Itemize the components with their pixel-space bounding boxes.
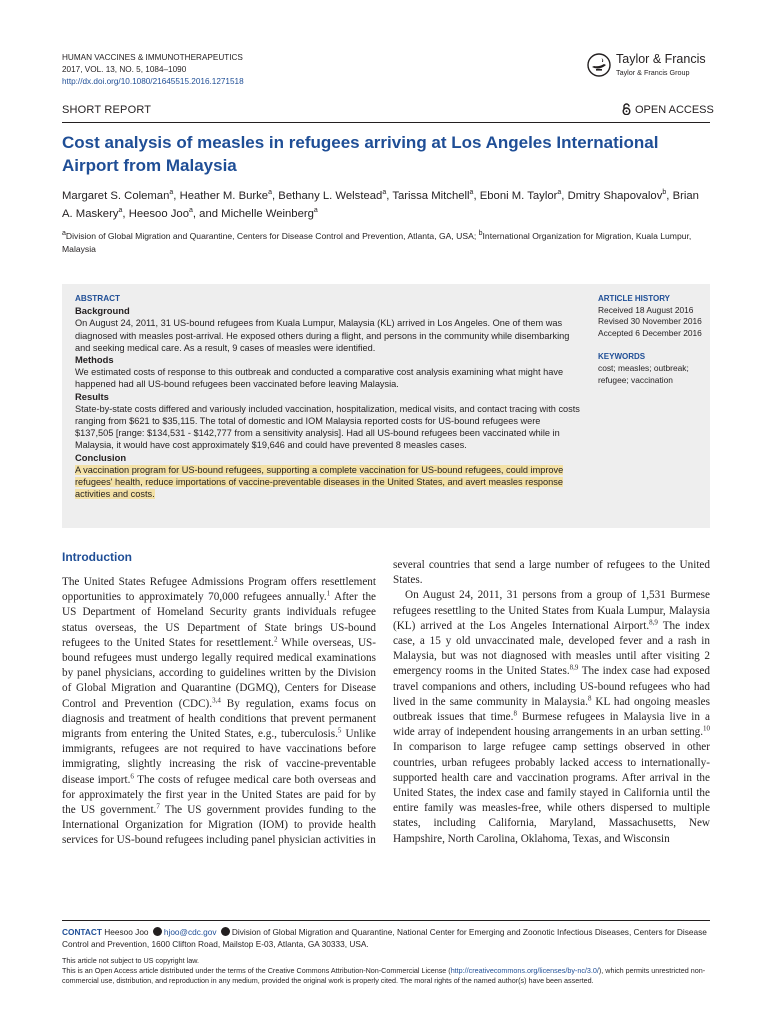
article-title: Cost analysis of measles in refugees arriving at Los Angeles International Airport from Malaysia	[62, 133, 659, 175]
abstract-conclusion-highlighted: A vaccination program for US-bound refugees, supporting a complete vaccination for US-bound refugees, could improve refugees' health, reduce importations of vaccine-preventable diseases in the United States, and avert measles response activities and costs.	[75, 464, 564, 500]
journal-volume: 2017, VOL. 13, NO. 5, 1084–1090	[62, 65, 187, 74]
contact-name: Heesoo Joo	[104, 927, 149, 937]
body-text: While overseas, US-bound refugees must undergo legally required medical examinations by panel physicians, according to guidelines written by the Division of Global Migration and Quarantine (DGMQ), Centers for Disease Control and Prevention (CDC).	[62, 636, 376, 710]
author: Heather M. Burke	[179, 190, 269, 202]
license-link[interactable]: http://creativecommons.org/licenses/by-nc/3.0/	[450, 966, 599, 976]
citation: 8	[587, 694, 592, 703]
authors-and: and	[199, 208, 219, 220]
citation: 6	[130, 771, 134, 780]
journal-name: HUMAN VACCINES & IMMUNOTHERAPEUTICS	[62, 53, 243, 62]
author-affiliation-mark: b	[662, 189, 667, 197]
open-lock-icon	[622, 103, 631, 115]
citation: 8,9	[569, 663, 579, 672]
license-text: ), which permits unrestricted non-commercial use, distribution, and reproduction in any medium, provided the original work is properly cited. The moral rights of the named author(s) have been asserted.	[62, 966, 706, 986]
abstract-results: State-by-state costs differed and variously included vaccination, hospitalization, medical visits, and contact tracing with costs ranging from $621 to $35,115. The total of domestic and IOM Malaysia reported costs for US-bound refugees were $137,505 [range: $134,531 - $142,777 from a sensitivity analysis]. Had all US-bound refugees been vaccinated while in Malaysia, it would have cost approximately $19,646 and could have prevented 8 measles cases.	[75, 403, 580, 451]
journal-doi-link[interactable]: http://dx.doi.org/10.1080/21645515.2016.1271518	[62, 77, 244, 86]
author: Heesoo Joo	[128, 208, 189, 220]
contact-address: Division of Global Migration and Quarantine, National Center for Emerging and Zoonotic Infectious Diseases, Centers for Disease Control and Prevention, 1600 Clifton Road, Mailstop E-03, Atlanta, GA 30333, USA.	[62, 927, 707, 949]
citation: 8,9	[649, 618, 658, 627]
body-text: The United States Refugee Admissions Program offers resettlement opportunities to approximately 70,000 refugees annually.	[62, 576, 376, 604]
journal-info	[62, 52, 244, 88]
author-affiliation-mark: a	[188, 207, 193, 215]
affiliation-text: International Organization for Migration, Kuala Lumpur, Malaysia	[62, 231, 692, 254]
citation: 7	[156, 802, 160, 811]
body-text: The costs of refugee medical care both overseas and for approximately the first year in the United States are paid for by the US government.	[62, 773, 376, 817]
affiliation-text: Division of Global Migration and Quarantine, Centers for Disease Control and Prevention, Atlanta, GA, USA;	[65, 231, 477, 241]
author-affiliation-mark: a	[469, 189, 474, 197]
author-affiliation-mark: a	[169, 189, 174, 197]
contact-label: CONTACT	[62, 927, 102, 937]
article-history-heading: ARTICLE HISTORY	[598, 294, 671, 303]
abstract-background-heading: Background	[75, 305, 130, 317]
author: Margaret S. Coleman	[62, 190, 170, 202]
publisher-logo	[587, 52, 717, 84]
body-text: After the US Department of Homeland Security grants individuals refugee status overseas, the US Department of State brings US-bound refugees to the United States for resettlement.	[62, 591, 377, 649]
body-text: The US government provides funding to the International Organization for Migration (IOM) to provide health services for US-bound refugees including panel physician activities in	[62, 804, 376, 847]
abstract-methods: We estimated costs of response to this outbreak and conducted a comparative cost analysis examining what might have happened had all US-bound refugees been vaccinated before leaving Malaysia.	[75, 367, 564, 390]
open-access-badge	[622, 103, 714, 116]
citation: 8	[513, 709, 517, 718]
body-paragraph: several countries that send a large number of refugees to the United States.	[393, 559, 710, 587]
body-text: Burmese refugees in Malaysia live in a wide array of independent housing arrangements in an urban setting.	[393, 711, 710, 739]
affiliations	[62, 230, 712, 255]
body-text: KL had ongoing measles outbreak issues that time.	[393, 695, 710, 724]
footnotes	[62, 956, 712, 987]
author-list: Margaret S. Coleman$^a$, Heather M. Burke$^a$, Bethany L. Welstead$^a$, Tarissa Mitchell$^a$, Eboni M. Taylor$^a$, Dmitry Shapovalov$^b$, Brian A. Maskery$^a$, Heesoo Joo$^a$, and Michelle Weinberg$^a$	[62, 189, 699, 220]
contact-info	[62, 927, 712, 950]
publisher-name: Taylor & Francis	[616, 52, 706, 66]
received-date: Received 18 August 2016	[598, 304, 694, 315]
body-text: Unlike immigrants, refugees are not required to have vaccinations before immigrating, slightly increasing the risk of vaccine-preventable disease import.	[62, 728, 377, 786]
author-affiliation-mark: a	[557, 189, 562, 197]
email-icon	[153, 927, 162, 936]
citation: 10	[703, 724, 710, 733]
abstract-background: On August 24, 2011, 31 US-bound refugees from Kuala Lumpur, Malaysia (KL) arrived in Los Angeles. One of them was diagnosed with measles post-arrival. He exposed others during a flight, and persons in the community while disembarking and seeking medical care. As a result, 9 cases of measles were identified.	[75, 318, 570, 353]
article-type: SHORT REPORT	[62, 104, 152, 116]
introduction-right-column	[393, 558, 710, 847]
author: Tarissa Mitchell	[392, 190, 470, 202]
body-text: By regulation, exams focus on diagnosis and treatment of health conditions that prevent permanent migrants from entering the United States, e.g., tuberculosis.	[62, 697, 377, 741]
author-affiliation-mark: a	[118, 207, 123, 215]
citation: 3,4	[212, 695, 221, 704]
lamp-icon	[587, 53, 611, 77]
keywords: cost; measles; outbreak; refugee; vaccination	[598, 362, 689, 385]
body-text: On August 24, 2011, 31 persons from a group of 1,531 Burmese refugees resettling to the United States from Kuala Lumpur, Malaysia (KL) arrived at the Los Angeles International Airport.	[393, 589, 710, 632]
license-text: This is an Open Access article distributed under the terms of the Creative Commons Attribution-Non-Commercial License (	[62, 966, 451, 976]
header-divider	[62, 122, 710, 123]
copyright-note: This article not subject to US copyright law.	[62, 956, 200, 965]
accepted-date: Accepted 6 December 2016	[598, 327, 702, 338]
citation: 2	[273, 635, 278, 644]
author: Eboni M. Taylor	[479, 190, 558, 202]
citation: 5	[337, 726, 342, 735]
article-metadata	[598, 293, 710, 386]
author-affiliation-mark: a	[382, 189, 387, 197]
author: Brian A. Maskery	[62, 190, 699, 220]
author: Bethany L. Welstead	[278, 190, 383, 202]
abstract-results-heading: Results	[75, 390, 109, 402]
publisher-group: Taylor & Francis Group	[616, 68, 690, 77]
open-access-label: OPEN ACCESS	[635, 104, 714, 116]
body-paragraph	[393, 588, 710, 846]
license-note	[62, 966, 712, 986]
keywords-heading: KEYWORDS	[598, 352, 646, 362]
abstract-conclusion-heading: Conclusion	[75, 451, 127, 463]
abstract	[75, 293, 580, 500]
body-text: The index case had exposed travel companions and others, including US-bound refugees who had lived in the same community in Malaysia.	[393, 665, 710, 708]
revised-date: Revised 30 November 2016	[598, 316, 702, 327]
author-affiliation-mark: a	[268, 189, 272, 197]
introduction-heading: Introduction	[62, 550, 132, 564]
abstract-methods-heading: Methods	[75, 354, 114, 366]
author: Michelle Weinberg	[221, 208, 314, 220]
affiliation-label: a	[62, 230, 66, 238]
citation: 1	[326, 589, 331, 598]
abstract-heading: ABSTRACT	[75, 294, 121, 303]
author: Dmitry Shapovalov	[567, 190, 663, 202]
address-icon	[221, 927, 230, 936]
footer-divider	[62, 920, 710, 921]
author-affiliation-mark: a	[313, 207, 318, 215]
body-text: In comparison to large refugee camp settings observed in other countries, urban refugees probably lacked access to internationally-supported health care and vaccination programs. After arrival in the United States, the index case and family stayed in California until the entire family was measles-free, while others dispersed to multiple states, including California, Maryland, Massachusetts, New Hampshire, North Carolina, Oklahoma, Texas, and Wisconsin	[393, 741, 710, 845]
contact-email-link[interactable]: hjoo@cdc.gov	[163, 927, 217, 937]
introduction-left-column	[62, 575, 376, 849]
affiliation-label: b	[478, 230, 483, 238]
body-text: The index case, a 15 y old unvaccinated male, developed fever and a rash in Malaysia, but was not diagnosed with measles until after visiting 2 emergency rooms in the United States.	[393, 619, 710, 678]
